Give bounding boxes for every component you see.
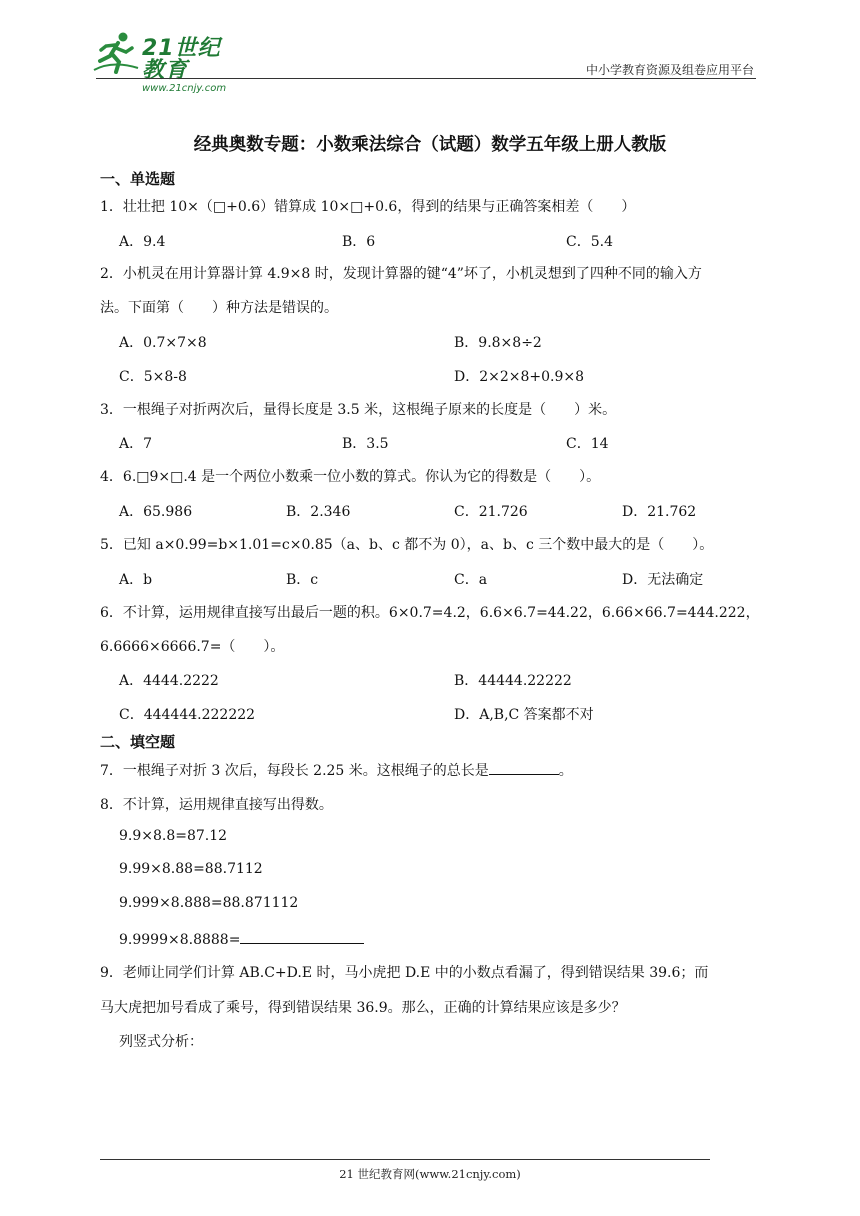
q6-option-a: A．4444.2222 bbox=[119, 673, 219, 689]
q4-option-c: C．21.726 bbox=[454, 504, 528, 520]
question-6-line-1: 6．不计算，运用规律直接写出最后一题的积。6×0.7=4.2，6.6×6.7=44.22，6.66×66.7=444.222， bbox=[100, 605, 760, 621]
question-1: 1．壮壮把 10×（□+0.6）错算成 10×□+0.6，得到的结果与正确答案相差（ ） bbox=[100, 199, 636, 215]
q2-option-b: B．9.8×8÷2 bbox=[454, 335, 542, 351]
q2-option-d: D．2×2×8+0.9×8 bbox=[454, 369, 585, 385]
logo bbox=[92, 30, 227, 94]
q4-option-d: D．21.762 bbox=[622, 504, 697, 520]
q8-example-2: 9.99×8.88=88.7112 bbox=[119, 861, 263, 877]
question-8: 8．不计算，运用规律直接写出得数。 bbox=[100, 797, 333, 813]
question-7-end: 。 bbox=[558, 763, 573, 779]
question-9-line-1: 9．老师让同学们计算 AB.C+D.E 时，马小虎把 D.E 中的小数点看漏了，得到错误结果 39.6；而 bbox=[100, 965, 709, 981]
q4-option-a: A．65.986 bbox=[119, 504, 193, 520]
q3-option-b: B．3.5 bbox=[342, 436, 389, 452]
q4-option-b: B．2.346 bbox=[286, 504, 351, 520]
q2-option-a: A．0.7×7×8 bbox=[119, 335, 207, 351]
question-9-line-3: 列竖式分析： bbox=[119, 1034, 203, 1050]
answer-blank[interactable] bbox=[489, 760, 559, 775]
question-2-line-1: 2．小机灵在用计算器计算 4.9×8 时，发现计算器的键“4”坏了，小机灵想到了四种不同的输入方 bbox=[100, 266, 702, 282]
q5-option-a: A．b bbox=[119, 572, 153, 588]
runner-logo-icon bbox=[92, 30, 140, 74]
q8-example-4-text: 9.9999×8.8888= bbox=[119, 932, 241, 948]
q3-option-a: A．7 bbox=[119, 436, 153, 452]
q3-option-c: C．14 bbox=[566, 436, 609, 452]
q2-option-c: C．5×8-8 bbox=[119, 369, 187, 385]
q6-option-b: B．44444.22222 bbox=[454, 673, 572, 689]
section-heading-fill-blank: 二、填空题 bbox=[100, 733, 176, 751]
q5-option-b: B．c bbox=[286, 572, 319, 588]
logo-url: www.21cnjy.com bbox=[142, 83, 227, 94]
q6-option-d: D．A,B,C 答案都不对 bbox=[454, 707, 594, 723]
page-footer: 21 世纪教育网(www.21cnjy.com) bbox=[339, 1167, 521, 1181]
question-3: 3．一根绳子对折两次后，量得长度是 3.5 米，这根绳子原来的长度是（ ）米。 bbox=[100, 402, 617, 418]
page-title: 经典奥数专题：小数乘法综合（试题）数学五年级上册人教版 bbox=[193, 135, 667, 155]
question-9-line-2: 马大虎把加号看成了乘号，得到错误结果 36.9。那么，正确的计算结果应该是多少？ bbox=[100, 1000, 626, 1016]
question-5: 5．已知 a×0.99=b×1.01=c×0.85（a、b、c 都不为 0），a、b、c 三个数中最大的是（ ）。 bbox=[100, 537, 714, 553]
question-2-line-2: 法。下面第（ ）种方法是错误的。 bbox=[100, 300, 338, 316]
q1-option-b: B．6 bbox=[342, 234, 376, 250]
q8-example-4 bbox=[119, 929, 364, 948]
footer-divider bbox=[100, 1159, 710, 1160]
q1-option-c: C．5.4 bbox=[566, 234, 613, 250]
question-7 bbox=[100, 760, 573, 780]
question-7-text: 7．一根绳子对折 3 次后，每段长 2.25 米。这根绳子的总长是 bbox=[100, 763, 489, 779]
section-heading-single-choice: 一、单选题 bbox=[100, 170, 176, 188]
header-divider bbox=[96, 78, 756, 79]
q1-option-a: A．9.4 bbox=[119, 234, 166, 250]
page-header bbox=[0, 0, 860, 94]
q8-example-1: 9.9×8.8=87.12 bbox=[119, 828, 228, 844]
question-4: 4．6.□9×□.4 是一个两位小数乘一位小数的算式。你认为它的得数是（ ）。 bbox=[100, 469, 601, 485]
platform-name: 中小学教育资源及组卷应用平台 bbox=[585, 63, 754, 77]
q5-option-d: D．无法确定 bbox=[622, 572, 704, 588]
q8-example-3: 9.999×8.888=88.871112 bbox=[119, 895, 299, 911]
q6-option-c: C．444444.222222 bbox=[119, 707, 256, 723]
logo-text: 21世纪教育 bbox=[142, 36, 221, 83]
q5-option-c: C．a bbox=[454, 572, 488, 588]
answer-blank[interactable] bbox=[240, 929, 364, 944]
question-6-line-2: 6.6666×6666.7=（ ）。 bbox=[100, 639, 285, 655]
